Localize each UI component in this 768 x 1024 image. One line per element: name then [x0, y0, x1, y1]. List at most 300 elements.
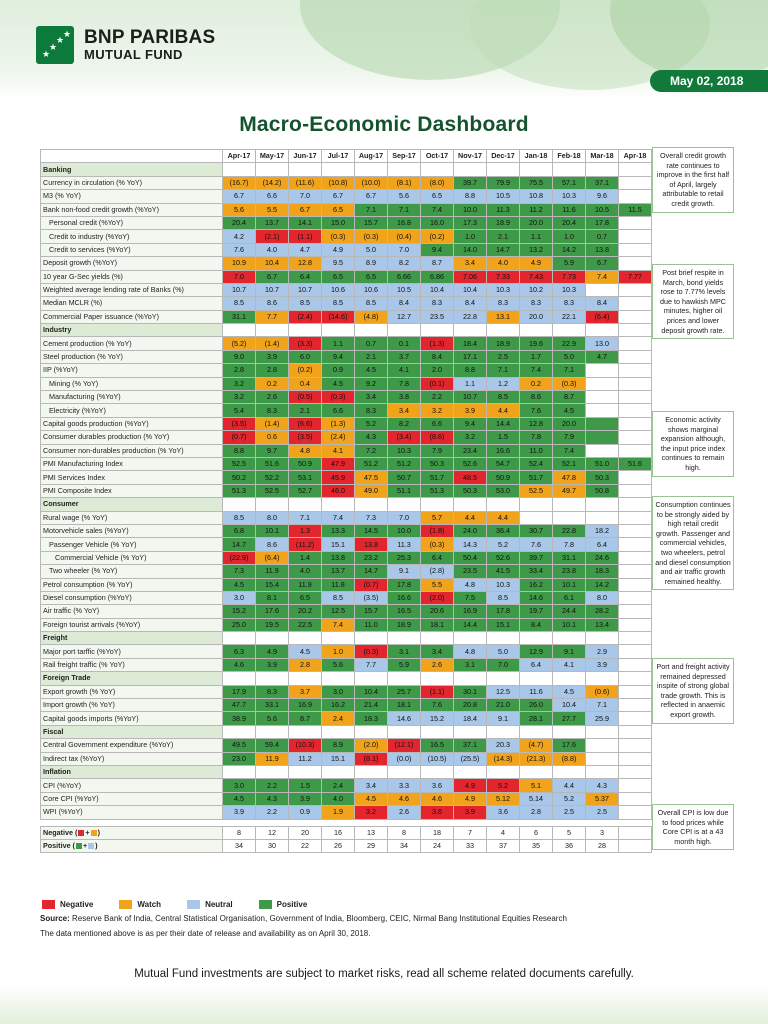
data-cell: 14.6	[520, 591, 553, 604]
positive-count-cell: 37	[487, 839, 520, 852]
data-cell: 25.0	[223, 618, 256, 631]
data-cell: 15.0	[322, 216, 355, 229]
data-cell: 5.2	[553, 792, 586, 805]
data-cell: 14.0	[454, 243, 487, 256]
section-empty-cell	[355, 324, 388, 337]
column-header: Mar-18	[586, 150, 619, 163]
data-cell: 3.2	[355, 806, 388, 819]
data-cell: 9.4	[421, 243, 454, 256]
data-cell: 7.9	[553, 431, 586, 444]
data-cell: 20.0	[520, 216, 553, 229]
row-label: IIP (%YoY)	[41, 364, 223, 377]
data-cell: 6.5	[289, 591, 322, 604]
data-cell: 10.4	[355, 685, 388, 698]
data-cell: 51.2	[388, 457, 421, 470]
data-cell: 11.6	[520, 685, 553, 698]
data-cell: 4.3	[586, 779, 619, 792]
data-cell: 20.2	[289, 605, 322, 618]
data-cell: 22.9	[553, 337, 586, 350]
spacer-cell	[41, 819, 652, 826]
data-cell	[619, 364, 652, 377]
negative-count-cell: 18	[421, 826, 454, 839]
table-row	[41, 484, 652, 497]
macro-dashboard-table	[40, 149, 652, 853]
spacer-row	[41, 819, 652, 826]
data-cell: 8.1	[256, 591, 289, 604]
brand-subname: MUTUAL FUND	[84, 47, 183, 62]
data-cell: 33.4	[520, 565, 553, 578]
data-cell: 4.9	[520, 257, 553, 270]
data-cell: 6.7	[355, 190, 388, 203]
data-cell: 1.2	[487, 377, 520, 390]
section-empty-cell	[322, 163, 355, 176]
section-label: Fiscal	[41, 725, 223, 738]
data-cell: 20.6	[421, 605, 454, 618]
section-empty-cell	[256, 632, 289, 645]
data-cell: 4.5	[553, 404, 586, 417]
data-cell: 9.1	[553, 645, 586, 658]
data-cell: (0.2)	[421, 230, 454, 243]
section-empty-cell	[289, 498, 322, 511]
data-cell: 59.4	[256, 739, 289, 752]
data-cell: 6.7	[289, 203, 322, 216]
data-cell: 51.3	[421, 484, 454, 497]
section-row	[41, 672, 652, 685]
data-cell: 17.6	[553, 739, 586, 752]
data-cell: 4.5	[223, 792, 256, 805]
section-empty-cell	[388, 163, 421, 176]
section-empty-cell	[619, 324, 652, 337]
section-empty-cell	[487, 163, 520, 176]
negative-count-label	[41, 826, 223, 839]
data-cell: 9.0	[223, 350, 256, 363]
section-empty-cell	[586, 498, 619, 511]
data-cell: 6.5	[355, 270, 388, 283]
data-cell: 16.6	[388, 591, 421, 604]
data-cell: 22.8	[454, 310, 487, 323]
data-cell	[619, 176, 652, 189]
row-label: Rail freight traffic (% YoY)	[41, 658, 223, 671]
data-cell: 10.5	[388, 283, 421, 296]
data-cell: 3.9	[223, 806, 256, 819]
data-cell: 10.1	[256, 524, 289, 537]
data-cell: 3.6	[421, 806, 454, 819]
data-cell: 5.14	[520, 792, 553, 805]
data-cell: 41.5	[487, 565, 520, 578]
data-cell: 6.4	[586, 538, 619, 551]
data-cell: 8.5	[487, 591, 520, 604]
data-cell: 8.8	[454, 364, 487, 377]
data-cell: 7.0	[487, 658, 520, 671]
data-cell: 6.4	[289, 270, 322, 283]
data-cell: 8.3	[355, 404, 388, 417]
data-cell: 15.2	[223, 605, 256, 618]
section-empty-cell	[289, 672, 322, 685]
data-cell: 51.7	[421, 471, 454, 484]
section-label: Inflation	[41, 765, 223, 778]
data-cell: 10.9	[223, 257, 256, 270]
data-cell: 7.1	[586, 699, 619, 712]
data-cell	[619, 350, 652, 363]
row-label: Two wheeler (% YoY)	[41, 565, 223, 578]
table-row	[41, 471, 652, 484]
data-cell: 23.0	[223, 752, 256, 765]
data-cell: 8.6	[256, 538, 289, 551]
section-empty-cell	[487, 632, 520, 645]
data-cell: (6.4)	[256, 551, 289, 564]
data-cell	[619, 283, 652, 296]
table-row	[41, 230, 652, 243]
table-row	[41, 391, 652, 404]
data-cell: 7.4	[553, 444, 586, 457]
section-empty-cell	[223, 324, 256, 337]
data-cell: (22.9)	[223, 551, 256, 564]
data-cell: 52.5	[223, 457, 256, 470]
data-cell	[619, 511, 652, 524]
data-cell: (0.7)	[223, 431, 256, 444]
data-cell: 7.33	[487, 270, 520, 283]
data-cell: 5.12	[487, 792, 520, 805]
data-cell: 50.3	[586, 471, 619, 484]
row-label: Electricity (%YoY)	[41, 404, 223, 417]
data-cell: (4.7)	[520, 739, 553, 752]
data-cell	[619, 190, 652, 203]
section-empty-cell	[553, 672, 586, 685]
data-cell	[619, 605, 652, 618]
data-cell: 52.2	[256, 471, 289, 484]
row-label: Credit to industry (%YoY)	[41, 230, 223, 243]
row-label: Consumer durables production (% YoY)	[41, 431, 223, 444]
data-cell: 4.9	[256, 645, 289, 658]
data-cell: 4.5	[322, 377, 355, 390]
data-cell: (3.4)	[388, 431, 421, 444]
section-empty-cell	[322, 498, 355, 511]
data-cell	[586, 444, 619, 457]
data-cell: 16.8	[388, 216, 421, 229]
data-cell: 2.2	[256, 806, 289, 819]
data-cell: 14.1	[289, 216, 322, 229]
section-empty-cell	[289, 765, 322, 778]
data-cell: 13.7	[256, 216, 289, 229]
row-label: PMI Services Index	[41, 471, 223, 484]
section-label: Consumer	[41, 498, 223, 511]
data-cell: 8.5	[322, 591, 355, 604]
data-cell: (11.6)	[289, 176, 322, 189]
row-label: Diesel consumption (%YoY)	[41, 591, 223, 604]
positive-count-cell: 24	[421, 839, 454, 852]
data-cell: 7.06	[454, 270, 487, 283]
data-cell: 52.7	[289, 484, 322, 497]
data-cell: 13.8	[586, 243, 619, 256]
data-cell: (2.4)	[322, 431, 355, 444]
data-cell: (21.3)	[520, 752, 553, 765]
section-row	[41, 324, 652, 337]
data-cell: 7.73	[553, 270, 586, 283]
data-cell: 1.5	[289, 779, 322, 792]
data-cell: 57.1	[553, 176, 586, 189]
data-cell	[586, 404, 619, 417]
data-cell: 10.0	[388, 524, 421, 537]
data-cell: 16.6	[487, 444, 520, 457]
data-cell: (16.7)	[223, 176, 256, 189]
data-cell: 3.2	[421, 404, 454, 417]
data-cell: 39.7	[454, 176, 487, 189]
table-row	[41, 591, 652, 604]
section-row	[41, 725, 652, 738]
section-empty-cell	[256, 163, 289, 176]
data-cell: 17.8	[586, 216, 619, 229]
section-empty-cell	[586, 632, 619, 645]
data-cell	[619, 431, 652, 444]
row-label: Major port tarffic (%YoY)	[41, 645, 223, 658]
data-cell: 30.1	[454, 685, 487, 698]
table-row	[41, 350, 652, 363]
data-cell: 8.5	[322, 297, 355, 310]
data-cell: 20.0	[520, 310, 553, 323]
close-paren: )	[95, 841, 98, 851]
data-cell: (8.1)	[388, 176, 421, 189]
negative-count-cell: 3	[586, 826, 619, 839]
data-cell: (0.3)	[355, 645, 388, 658]
data-cell: 15.7	[355, 216, 388, 229]
data-cell: 1.0	[553, 230, 586, 243]
column-header: May-17	[256, 150, 289, 163]
data-cell: 2.8	[256, 364, 289, 377]
data-cell: 7.7	[355, 658, 388, 671]
section-empty-cell	[322, 725, 355, 738]
data-cell: 3.6	[487, 806, 520, 819]
data-cell: 9.1	[388, 565, 421, 578]
data-cell: 8.5	[223, 511, 256, 524]
data-cell: 52.4	[520, 457, 553, 470]
data-cell: (10.5)	[421, 752, 454, 765]
data-cell: (6.6)	[289, 417, 322, 430]
data-cell: 7.4	[322, 511, 355, 524]
data-cell: 8.4	[388, 297, 421, 310]
legend	[42, 900, 333, 909]
table-row	[41, 605, 652, 618]
data-cell: 49.7	[553, 484, 586, 497]
data-cell: 7.6	[520, 538, 553, 551]
data-cell: 9.7	[256, 444, 289, 457]
section-empty-cell	[388, 324, 421, 337]
data-cell: (2.1)	[256, 230, 289, 243]
data-cell: 4.9	[454, 779, 487, 792]
section-empty-cell	[454, 163, 487, 176]
section-empty-cell	[256, 765, 289, 778]
data-cell: 7.0	[223, 270, 256, 283]
positive-count-label	[41, 839, 223, 852]
data-cell: 50.4	[454, 551, 487, 564]
data-cell	[619, 471, 652, 484]
data-cell: 3.3	[388, 779, 421, 792]
data-cell: (12.1)	[388, 739, 421, 752]
data-cell: 2.8	[223, 364, 256, 377]
data-cell: 11.8	[322, 578, 355, 591]
data-cell	[619, 792, 652, 805]
data-cell: (0.5)	[289, 391, 322, 404]
data-cell: 12.7	[388, 310, 421, 323]
positive-count-cell: 35	[520, 839, 553, 852]
row-label: Median MCLR (%)	[41, 297, 223, 310]
data-cell: 0.7	[355, 337, 388, 350]
table-row	[41, 457, 652, 470]
data-cell: (0.3)	[322, 230, 355, 243]
section-empty-cell	[586, 725, 619, 738]
data-cell: 23.2	[355, 551, 388, 564]
data-cell: 10.7	[289, 283, 322, 296]
data-cell: 7.5	[454, 591, 487, 604]
data-cell: 8.8	[223, 444, 256, 457]
row-label: Currency in circulation (% YoY)	[41, 176, 223, 189]
data-cell: 16.5	[421, 739, 454, 752]
data-cell: 28.1	[520, 712, 553, 725]
data-cell: 2.4	[322, 712, 355, 725]
data-cell: 3.4	[421, 645, 454, 658]
data-cell: 5.5	[256, 203, 289, 216]
data-cell: 4.0	[487, 257, 520, 270]
table-row	[41, 779, 652, 792]
table-row	[41, 243, 652, 256]
data-cell: 2.9	[586, 645, 619, 658]
data-cell: (3.5)	[289, 431, 322, 444]
data-cell: 9.4	[454, 417, 487, 430]
section-empty-cell	[355, 498, 388, 511]
data-cell: 6.7	[223, 190, 256, 203]
table-row	[41, 645, 652, 658]
data-cell: 17.6	[256, 605, 289, 618]
data-cell: 51.1	[388, 484, 421, 497]
section-empty-cell	[388, 765, 421, 778]
data-cell: 16.2	[322, 699, 355, 712]
data-cell: 54.7	[487, 457, 520, 470]
data-cell: 11.3	[388, 538, 421, 551]
section-empty-cell	[553, 324, 586, 337]
data-cell: 19.5	[256, 618, 289, 631]
section-empty-cell	[454, 498, 487, 511]
row-label: Credit to services (%YoY)	[41, 243, 223, 256]
section-row	[41, 765, 652, 778]
data-cell: 4.5	[289, 645, 322, 658]
data-cell: 8.6	[256, 297, 289, 310]
row-label: 10 year G-Sec yields (%)	[41, 270, 223, 283]
data-cell: 33.1	[256, 699, 289, 712]
data-cell: 4.7	[289, 243, 322, 256]
data-cell: 20.3	[487, 739, 520, 752]
data-cell: 17.1	[454, 350, 487, 363]
data-cell: 7.0	[388, 243, 421, 256]
commentary-box: Post brief respite in March, bond yields rose to 7.77% levels due to hawkish MPC minutes, higher oil prices and lower deposit growth rate.	[652, 264, 734, 339]
negative-count-cell: 20	[289, 826, 322, 839]
data-cell: 6.6	[322, 404, 355, 417]
table-row	[41, 310, 652, 323]
data-cell: 21.4	[355, 699, 388, 712]
data-cell: 17.8	[388, 578, 421, 591]
data-cell: 3.6	[421, 779, 454, 792]
data-cell	[619, 524, 652, 537]
data-cell: 10.0	[454, 203, 487, 216]
data-cell: 52.6	[487, 551, 520, 564]
section-empty-cell	[289, 163, 322, 176]
data-cell: 26.0	[520, 699, 553, 712]
table-row	[41, 404, 652, 417]
data-cell: 4.8	[289, 444, 322, 457]
data-cell: 7.3	[223, 565, 256, 578]
column-header: Jun-17	[289, 150, 322, 163]
positive-count-cell	[619, 839, 652, 852]
data-cell: 7.0	[388, 511, 421, 524]
data-cell: 52.1	[553, 457, 586, 470]
data-cell: 4.1	[553, 658, 586, 671]
data-cell: 13.3	[322, 524, 355, 537]
data-cell: 9.4	[322, 350, 355, 363]
data-cell: 10.3	[553, 283, 586, 296]
data-cell: 12.9	[520, 645, 553, 658]
data-cell: 6.7	[322, 190, 355, 203]
positive-count-cell: 29	[355, 839, 388, 852]
data-cell: (10.3)	[289, 739, 322, 752]
section-row	[41, 498, 652, 511]
section-empty-cell	[322, 765, 355, 778]
data-cell: 10.7	[454, 391, 487, 404]
section-empty-cell	[520, 632, 553, 645]
data-cell: 18.1	[388, 699, 421, 712]
data-cell: 4.6	[223, 658, 256, 671]
data-cell: (0.3)	[421, 538, 454, 551]
data-cell: 3.7	[388, 350, 421, 363]
data-cell: 15.2	[421, 712, 454, 725]
data-cell: 10.7	[223, 283, 256, 296]
data-cell: 14.5	[355, 524, 388, 537]
section-label: Freight	[41, 632, 223, 645]
legend-item-positive: Positive	[259, 900, 308, 909]
data-cell: 3.4	[454, 257, 487, 270]
data-cell: 8.7	[289, 712, 322, 725]
data-cell: (3.5)	[223, 417, 256, 430]
data-cell: 13.7	[322, 565, 355, 578]
data-cell: 31.1	[553, 551, 586, 564]
source-note: Source: Reserve Bank of India, Central Statistical Organisation, Government of India, Bloomberg, CEIC, Nirmal Bang Institutional Equities Research	[40, 914, 567, 923]
table-row	[41, 792, 652, 805]
section-empty-cell	[421, 324, 454, 337]
data-cell: 5.37	[586, 792, 619, 805]
data-cell: 24.4	[553, 605, 586, 618]
section-empty-cell	[619, 498, 652, 511]
data-cell: 17.3	[454, 216, 487, 229]
data-cell: 3.0	[223, 779, 256, 792]
data-cell	[619, 739, 652, 752]
data-cell: 2.5	[586, 806, 619, 819]
section-empty-cell	[322, 324, 355, 337]
section-empty-cell	[553, 632, 586, 645]
table-row	[41, 190, 652, 203]
data-cell: 48.5	[454, 471, 487, 484]
data-cell: 10.1	[553, 578, 586, 591]
section-empty-cell	[553, 498, 586, 511]
section-empty-cell	[520, 672, 553, 685]
column-header: Apr-17	[223, 150, 256, 163]
data-cell: 1.1	[322, 337, 355, 350]
data-cell: 14.4	[454, 618, 487, 631]
data-cell	[619, 712, 652, 725]
section-empty-cell	[487, 324, 520, 337]
row-label: Personal credit (%YoY)	[41, 216, 223, 229]
data-cell: 4.0	[322, 792, 355, 805]
negative-count-label-text: Negative (	[43, 827, 78, 837]
data-cell: (25.5)	[454, 752, 487, 765]
data-cell: 21.0	[487, 699, 520, 712]
data-cell: 1.5	[487, 431, 520, 444]
